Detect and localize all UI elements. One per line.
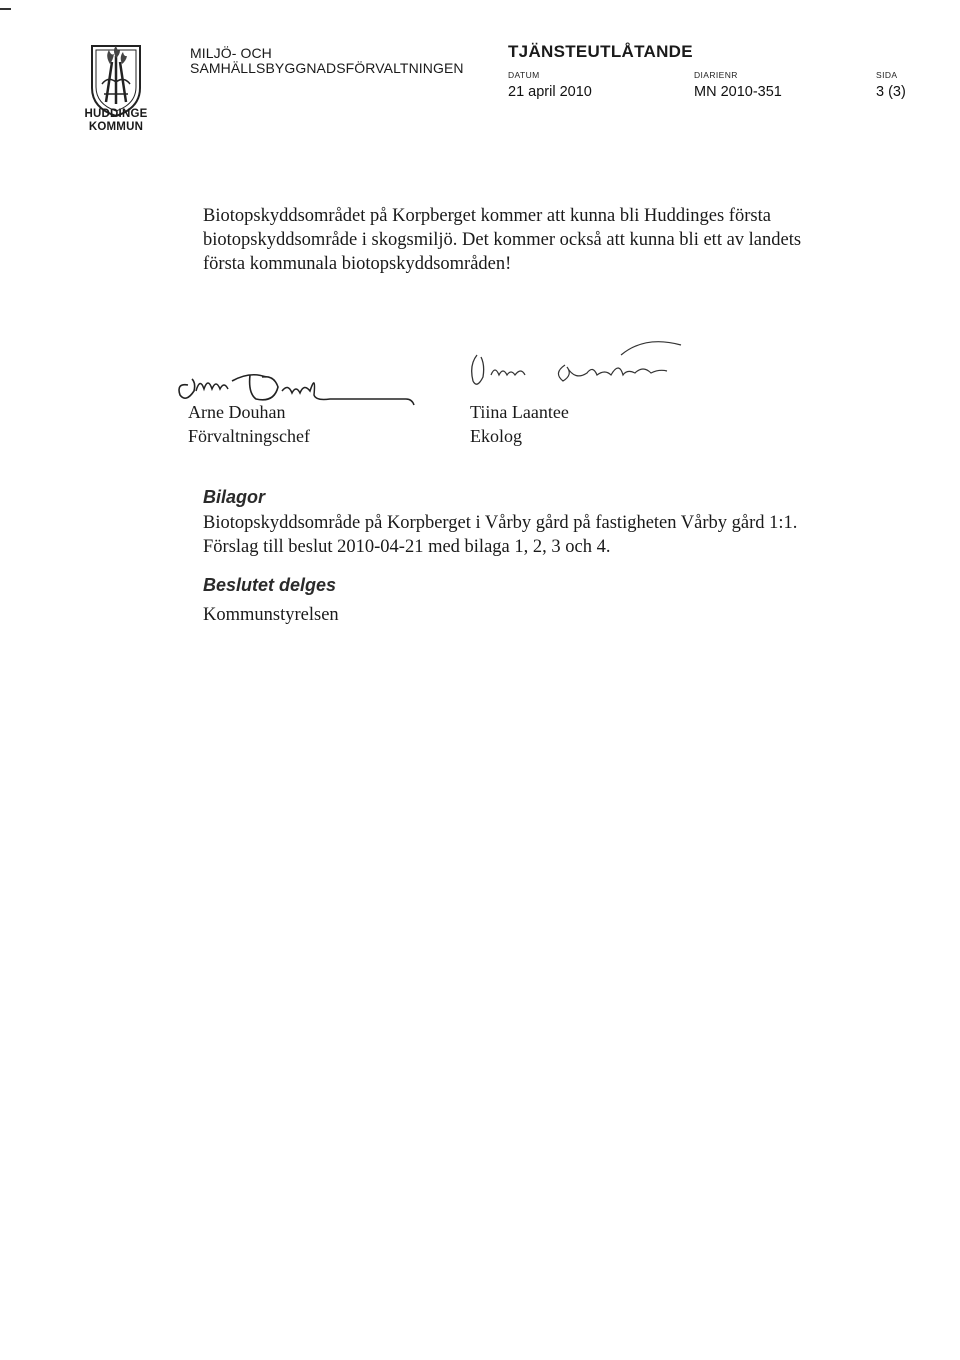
scan-corner-mark (0, 8, 11, 10)
diarie-value: MN 2010-351 (694, 84, 782, 100)
page-number: 3 (3) (876, 84, 906, 100)
document-type: TJÄNSTEUTLÅTANDE (508, 42, 693, 61)
signatory-title: Förvaltningschef (188, 426, 310, 446)
signatory-name: Tiina Laantee (470, 402, 569, 422)
date-value: 21 april 2010 (508, 84, 592, 100)
signatory-1 (188, 400, 310, 448)
attachments-text: Biotopskyddsområde på Korpberget i Vårby gård på fastigheten Vårby gård 1:1. Förslag till beslut 2010-04-21 med bilaga 1, 2, 3 och 4. (203, 513, 798, 557)
diarie-label: DIARIENR (694, 70, 738, 80)
signatory-2 (470, 400, 569, 448)
distribution-heading: Beslutet delges (203, 575, 337, 595)
department-name: MILJÖ- OCH SAMHÄLLSBYGGNADSFÖRVALTNINGEN (190, 45, 464, 76)
signature-tiina-laantee (455, 325, 695, 395)
distribution-recipient: Kommunstyrelsen (203, 605, 339, 625)
page-label: SIDA (876, 70, 898, 80)
attachments-heading: Bilagor (203, 487, 266, 507)
huddinge-crest-icon (88, 44, 144, 118)
municipality-name: HUDDINGE KOMMUN (84, 108, 148, 133)
signatory-name: Arne Douhan (188, 402, 286, 422)
body-paragraph: Biotopskyddsområdet på Korpberget kommer att kunna bli Huddinges första biotopskyddsområde i skogsmiljö. Det kommer också att kunna bli ett av landets första kommunala biotopskyddsområden! (203, 206, 802, 274)
date-label: DATUM (508, 70, 540, 80)
signatory-title: Ekolog (470, 426, 522, 446)
